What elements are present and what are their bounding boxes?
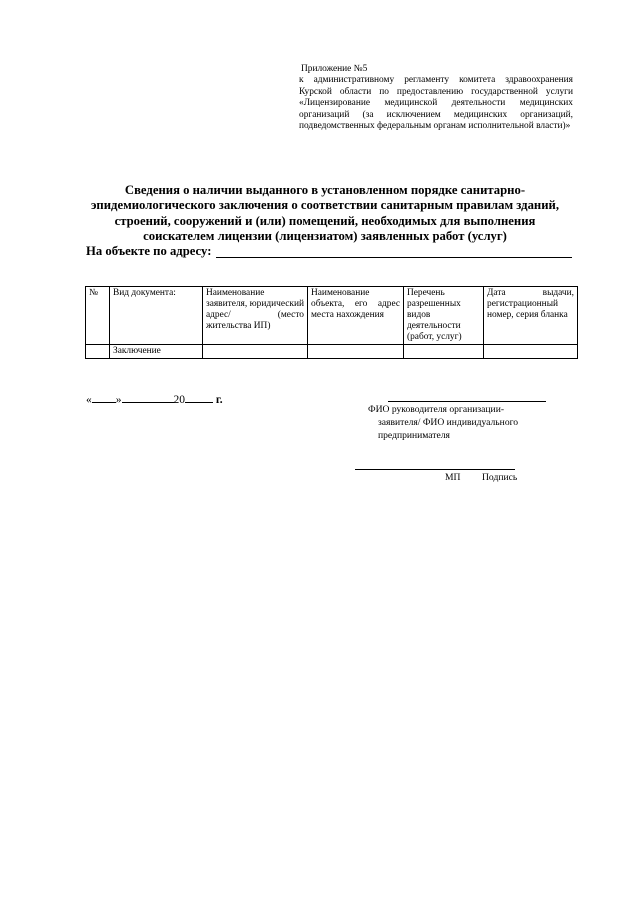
address-row: [86, 244, 572, 261]
cell-number[interactable]: [86, 345, 110, 359]
year-prefix: 20: [173, 394, 185, 406]
year-suffix: г.: [215, 394, 223, 406]
header-number: №: [86, 287, 110, 345]
appendix-title: Приложение №5: [301, 64, 368, 74]
info-table: [85, 286, 578, 359]
appendix-body: к административному регламенту комитета здравоохранения Курской области по предоставлению государственной услуги «Лицензирование медицинской деятельности медицинских организаций (за исключением медицинских организаций, подведомственных федеральным органам исполнительной власти)»: [299, 75, 573, 132]
heading-line: эпидемиологического заключения о соответствии санитарным правилам зданий,: [90, 198, 560, 213]
table-header-row: [86, 287, 578, 345]
month-blank[interactable]: [122, 392, 174, 403]
header-date: Дата выдачи, регистрационный номер, серия бланка: [484, 287, 578, 345]
heading-line: Сведения о наличии выданного в установленном порядке санитарно-: [124, 183, 526, 197]
table-row: [86, 345, 578, 359]
fio-caption-1: ФИО руководителя организации-: [368, 404, 505, 415]
document-heading: [78, 183, 572, 244]
cell-date[interactable]: [484, 345, 578, 359]
mp-label: МП: [445, 472, 461, 483]
header-activities: Перечень разрешенных видов деятельности (работ, услуг): [404, 287, 484, 345]
cell-doc-type: Заключение: [110, 345, 203, 359]
fio-caption-2: заявителя/ ФИО индивидуального: [378, 417, 519, 428]
date-open-quote: «: [86, 394, 92, 406]
date-line: [86, 392, 223, 406]
heading-line: соискателем лицензии (лицензиатом) заявленных работ (услуг): [143, 228, 507, 243]
year-blank[interactable]: [185, 392, 213, 403]
day-blank[interactable]: [92, 392, 116, 403]
fio-fill-line[interactable]: [388, 401, 546, 402]
header-doc-type: Вид документа:: [110, 287, 203, 345]
header-object: Наименование объекта, его адрес места нахождения: [308, 287, 404, 345]
signature-label: Подпись: [482, 472, 518, 483]
address-label: На объекте по адресу:: [86, 244, 212, 258]
fio-caption-3: предпринимателя: [378, 430, 450, 441]
header-applicant: Наименование заявителя, юридический адрес/ (место жительства ИП): [203, 287, 308, 345]
appendix-note: [299, 64, 573, 132]
address-fill-line[interactable]: [216, 257, 572, 258]
cell-applicant[interactable]: [203, 345, 308, 359]
date-close-quote: »: [115, 394, 122, 406]
cell-object[interactable]: [308, 345, 404, 359]
cell-activities[interactable]: [404, 345, 484, 359]
heading-line: строений, сооружений и (или) помещений, необходимых для выполнения: [114, 213, 536, 228]
signature-fill-line[interactable]: [355, 469, 515, 470]
